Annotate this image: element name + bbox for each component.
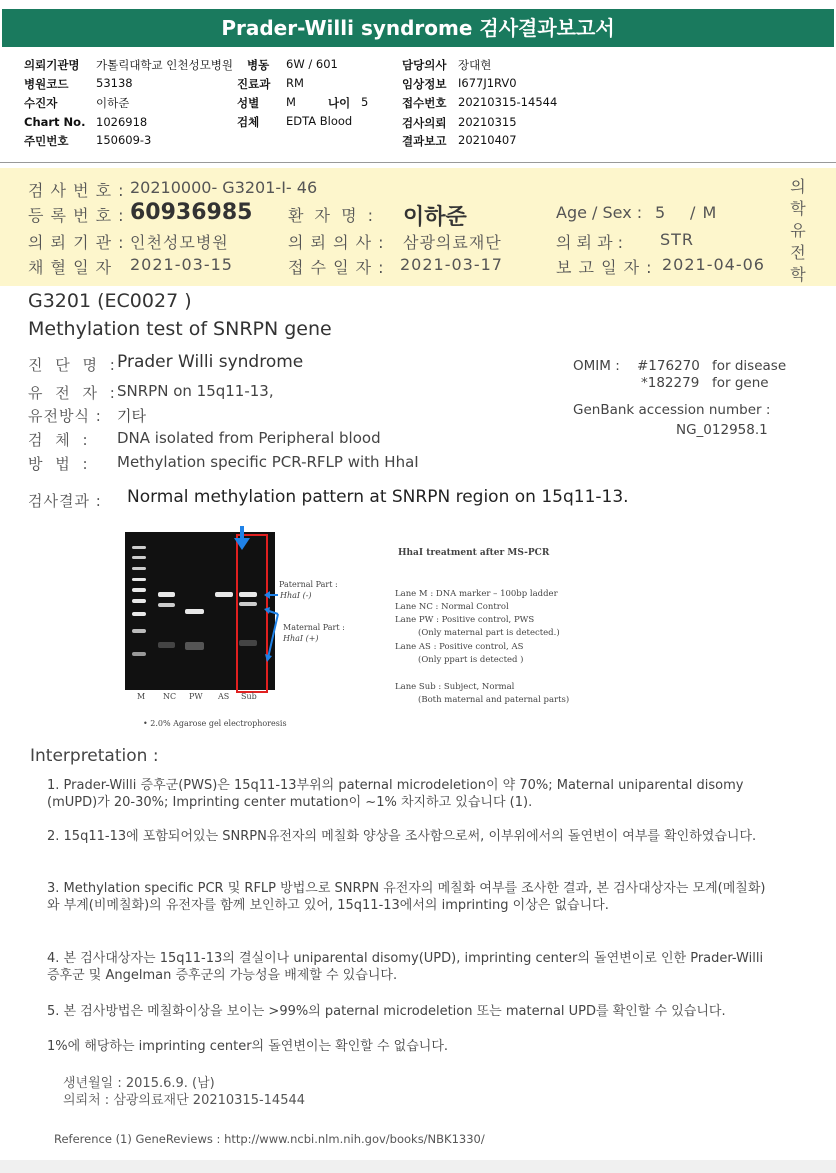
institution-value: 가톨릭대학교 인천성모병원 [96, 58, 233, 72]
legend-line: Lane NC : Normal Control [395, 602, 509, 612]
receipt-label: 접수번호 [402, 96, 447, 110]
interpretation-heading: Interpretation : [30, 746, 159, 766]
interp-paragraph-4: 4. 본 검사대상자는 15q11-13의 결실이나 uniparental disomy(UPD), imprinting center의 돌연변이로 인한 Prader-Willi증후군 및 Angelman 증후군의 가능성을 배제할 수 있습니다. [47, 951, 764, 983]
legend-line: (Only ppart is detected ) [418, 655, 524, 665]
doctor-value: 장대현 [458, 58, 492, 72]
hospcode-label: 병원코드 [24, 77, 69, 91]
reference: Reference (1) GeneReviews : http://www.ncbi.nlm.nih.gov/books/NBK1330/ [54, 1132, 485, 1146]
down-arrow-icon [232, 524, 252, 552]
sex-label: 성별 [237, 96, 260, 110]
idnum-label: 주민번호 [24, 134, 69, 148]
omim-disease-desc: for disease [712, 358, 787, 374]
maternal-enzyme: HhaI (+) [283, 634, 319, 643]
marker-band [132, 556, 146, 559]
report-date-label: 보 고 일 자 : [556, 258, 653, 277]
age-label: 나이 [328, 96, 351, 110]
specimen-label: 검체 [237, 115, 260, 129]
legend-line: Lane Sub : Subject, Normal [395, 682, 515, 692]
gene-value: SNRPN on 15q11-13, [117, 382, 274, 400]
test-name: Methylation test of SNRPN gene [28, 318, 332, 340]
header-info [0, 55, 836, 165]
lane-label-as: AS [218, 692, 230, 701]
sex-value: / M [690, 203, 718, 222]
clinical-value: I677J1RV0 [458, 76, 517, 90]
genbank-value: NG_012958.1 [676, 422, 768, 438]
nc-maternal-band [158, 603, 175, 607]
specimen-label2: 검 체 : [28, 431, 92, 449]
inst-label: 의 뢰 기 관 : [28, 233, 125, 252]
lane-label-nc: NC [163, 692, 177, 701]
genbank-label: GenBank accession number : [573, 402, 771, 418]
report-label: 결과보고 [402, 134, 447, 148]
inst-value: 인천성모병원 [130, 233, 229, 252]
as-paternal-band [215, 592, 233, 597]
interp-paragraph-1: 1. Prader-Willi 증후군(PWS)은 15q11-13부위의 paternal microdeletion이 약 70%; Maternal uniparental disomy (mUPD)가 20-30%; Imprinting center mutation이 ~1% 차지하고 있습니다 (1). [47, 778, 744, 810]
clinical-label: 임상정보 [402, 77, 447, 91]
report-date-value: 2021-04-06 [662, 255, 765, 274]
lane-label-sub: Sub [241, 692, 257, 701]
ward-label: 병동 [247, 58, 270, 72]
inherit-label: 유전방식 : [28, 407, 102, 425]
omim-gene-desc: for gene [712, 375, 769, 391]
marker-band [132, 612, 146, 616]
marker-band [132, 588, 146, 592]
marker-band [132, 578, 146, 581]
doctor-label: 담당의사 [402, 58, 447, 72]
maternal-label: Maternal Part : [283, 623, 345, 632]
reqdate-value: 20210315 [458, 115, 517, 129]
diag-label: 진 단 명 : [28, 356, 119, 374]
side-char: 의 [790, 177, 806, 196]
side-char: 학 [790, 199, 806, 218]
interp-paragraph-5b: 1%에 해당하는 imprinting center의 돌연변이는 확인할 수 없습니다. [47, 1039, 449, 1054]
patient-value: 이하준 [96, 96, 130, 110]
omim-gene-code: *182279 [641, 375, 700, 391]
diag-value: Prader Willi syndrome [117, 352, 304, 372]
marker-band [132, 629, 146, 633]
patient-label: 수진자 [24, 96, 58, 110]
nc-faint-band [158, 642, 175, 648]
sex-value: M [286, 95, 296, 109]
interp-paragraph-3: 3. Methylation specific PCR 및 RFLP 방법으로 SNRPN 유전자의 메칠화 여부를 조사한 결과, 본 검사대상자는 모계(메칠화)와 부계(비메칠화)의 유전자를 함께 보인하고 있어, 15q11-13에서의 imprinting 이상은 없습니다. [47, 881, 766, 913]
interp-paragraph-2: 2. 15q11-13에 포함되어있는 SNRPN유전자의 메칠화 양상을 조사함으로써, 이부위에서의 돌연변이 여부를 확인하였습니다. [47, 829, 757, 844]
collect-label: 채 혈 일 자 [28, 258, 113, 277]
agesex-label: Age / Sex : [556, 203, 643, 222]
reqdate-label: 검사의뢰 [402, 116, 447, 130]
regno-label: 등 록 번 호 : [28, 206, 125, 225]
idnum-value: 150609-3 [96, 133, 152, 147]
legend-title: HhaI treatment after MS-PCR [398, 548, 550, 558]
report-value: 20210407 [458, 133, 517, 147]
birth-date: 생년월일 : 2015.6.9. (남) [63, 1076, 215, 1091]
lane-label-pw: PW [189, 692, 203, 701]
inherit-value: 기타 [117, 407, 146, 425]
collect-value: 2021-03-15 [130, 255, 233, 274]
side-char: 전 [790, 243, 806, 262]
department-vertical-text [788, 176, 808, 286]
chart-value: 1026918 [96, 115, 148, 129]
testno-value: 20210000- G3201-I- 46 [130, 178, 318, 197]
legend-line: Lane M : DNA marker – 100bp ladder [395, 589, 558, 599]
interp-paragraph-5: 5. 본 검사방법은 메칠화이상을 보이는 >99%의 paternal microdeletion 또는 maternal UPD를 확인할 수 있습니다. [47, 1004, 726, 1019]
req-dept-label: 의 뢰 과 : [556, 233, 624, 252]
receipt-value: 20210315-14544 [458, 95, 558, 109]
receive-label: 접 수 일 자 : [288, 258, 385, 277]
omim-disease-code: #176270 [637, 358, 700, 374]
report-title: Prader-Willi syndrome 검사결과보고서 [2, 9, 834, 47]
test-code: G3201 (EC0027 ) [28, 290, 192, 312]
paternal-label: Paternal Part : [279, 580, 338, 589]
gel-footnote: • 2.0% Agarose gel electrophoresis [143, 719, 287, 728]
req-dept-value: STR [660, 230, 695, 249]
result-label: 검사결과 : [28, 492, 102, 510]
pw-faint-band [185, 642, 204, 650]
req-doctor-value: 삼광의료재단 [403, 233, 502, 252]
gene-label: 유 전 자 : [28, 384, 119, 402]
legend-line: Lane PW : Positive control, PWS [395, 615, 535, 625]
paternal-enzyme: HhaI (-) [280, 591, 312, 600]
marker-band [132, 599, 146, 603]
client-info: 의뢰처 : 삼광의료재단 20210315-14544 [63, 1093, 306, 1108]
chart-label: Chart No. [24, 115, 86, 129]
divider [0, 162, 836, 163]
pw-maternal-band [185, 609, 204, 614]
marker-band [132, 567, 146, 570]
lane-label-m: M [137, 692, 146, 701]
institution-label: 의뢰기관명 [24, 58, 80, 72]
hospcode-value: 53138 [96, 76, 133, 90]
result-value: Normal methylation pattern at SNRPN region on 15q11-13. [127, 487, 629, 507]
patient-name-value: 이하준 [403, 205, 467, 230]
specimen-value2: DNA isolated from Peripheral blood [117, 429, 381, 447]
legend-line: (Only maternal part is detected.) [418, 628, 560, 638]
req-doctor-label: 의 뢰 의 사 : [288, 233, 385, 252]
age-value: 5 [655, 203, 667, 222]
legend-line: Lane AS : Positive control, AS [395, 642, 524, 652]
marker-band [132, 652, 146, 656]
side-char: 학 [790, 265, 806, 284]
pointer-arrows-icon [262, 586, 282, 676]
dept-value: RM [286, 76, 304, 90]
method-value: Methylation specific PCR-RFLP with HhaI [117, 453, 419, 471]
testno-label: 검 사 번 호 : [28, 181, 125, 200]
side-char: 유 [790, 221, 806, 240]
receive-value: 2021-03-17 [400, 255, 503, 274]
lab-info-panel [0, 168, 836, 286]
marker-band [132, 546, 146, 549]
regno-value: 60936985 [130, 200, 253, 225]
method-label: 방 법 : [28, 455, 92, 473]
ward-value: 6W / 601 [286, 57, 338, 71]
age-value: 5 [361, 95, 369, 109]
specimen-value: EDTA Blood [286, 114, 353, 128]
dept-label: 진료과 [237, 77, 271, 91]
patient-name-label: 환 자 명 : [288, 206, 377, 225]
legend-line: (Both maternal and paternal parts) [418, 695, 570, 705]
nc-paternal-band [158, 592, 175, 597]
omim-label: OMIM : [573, 358, 620, 374]
